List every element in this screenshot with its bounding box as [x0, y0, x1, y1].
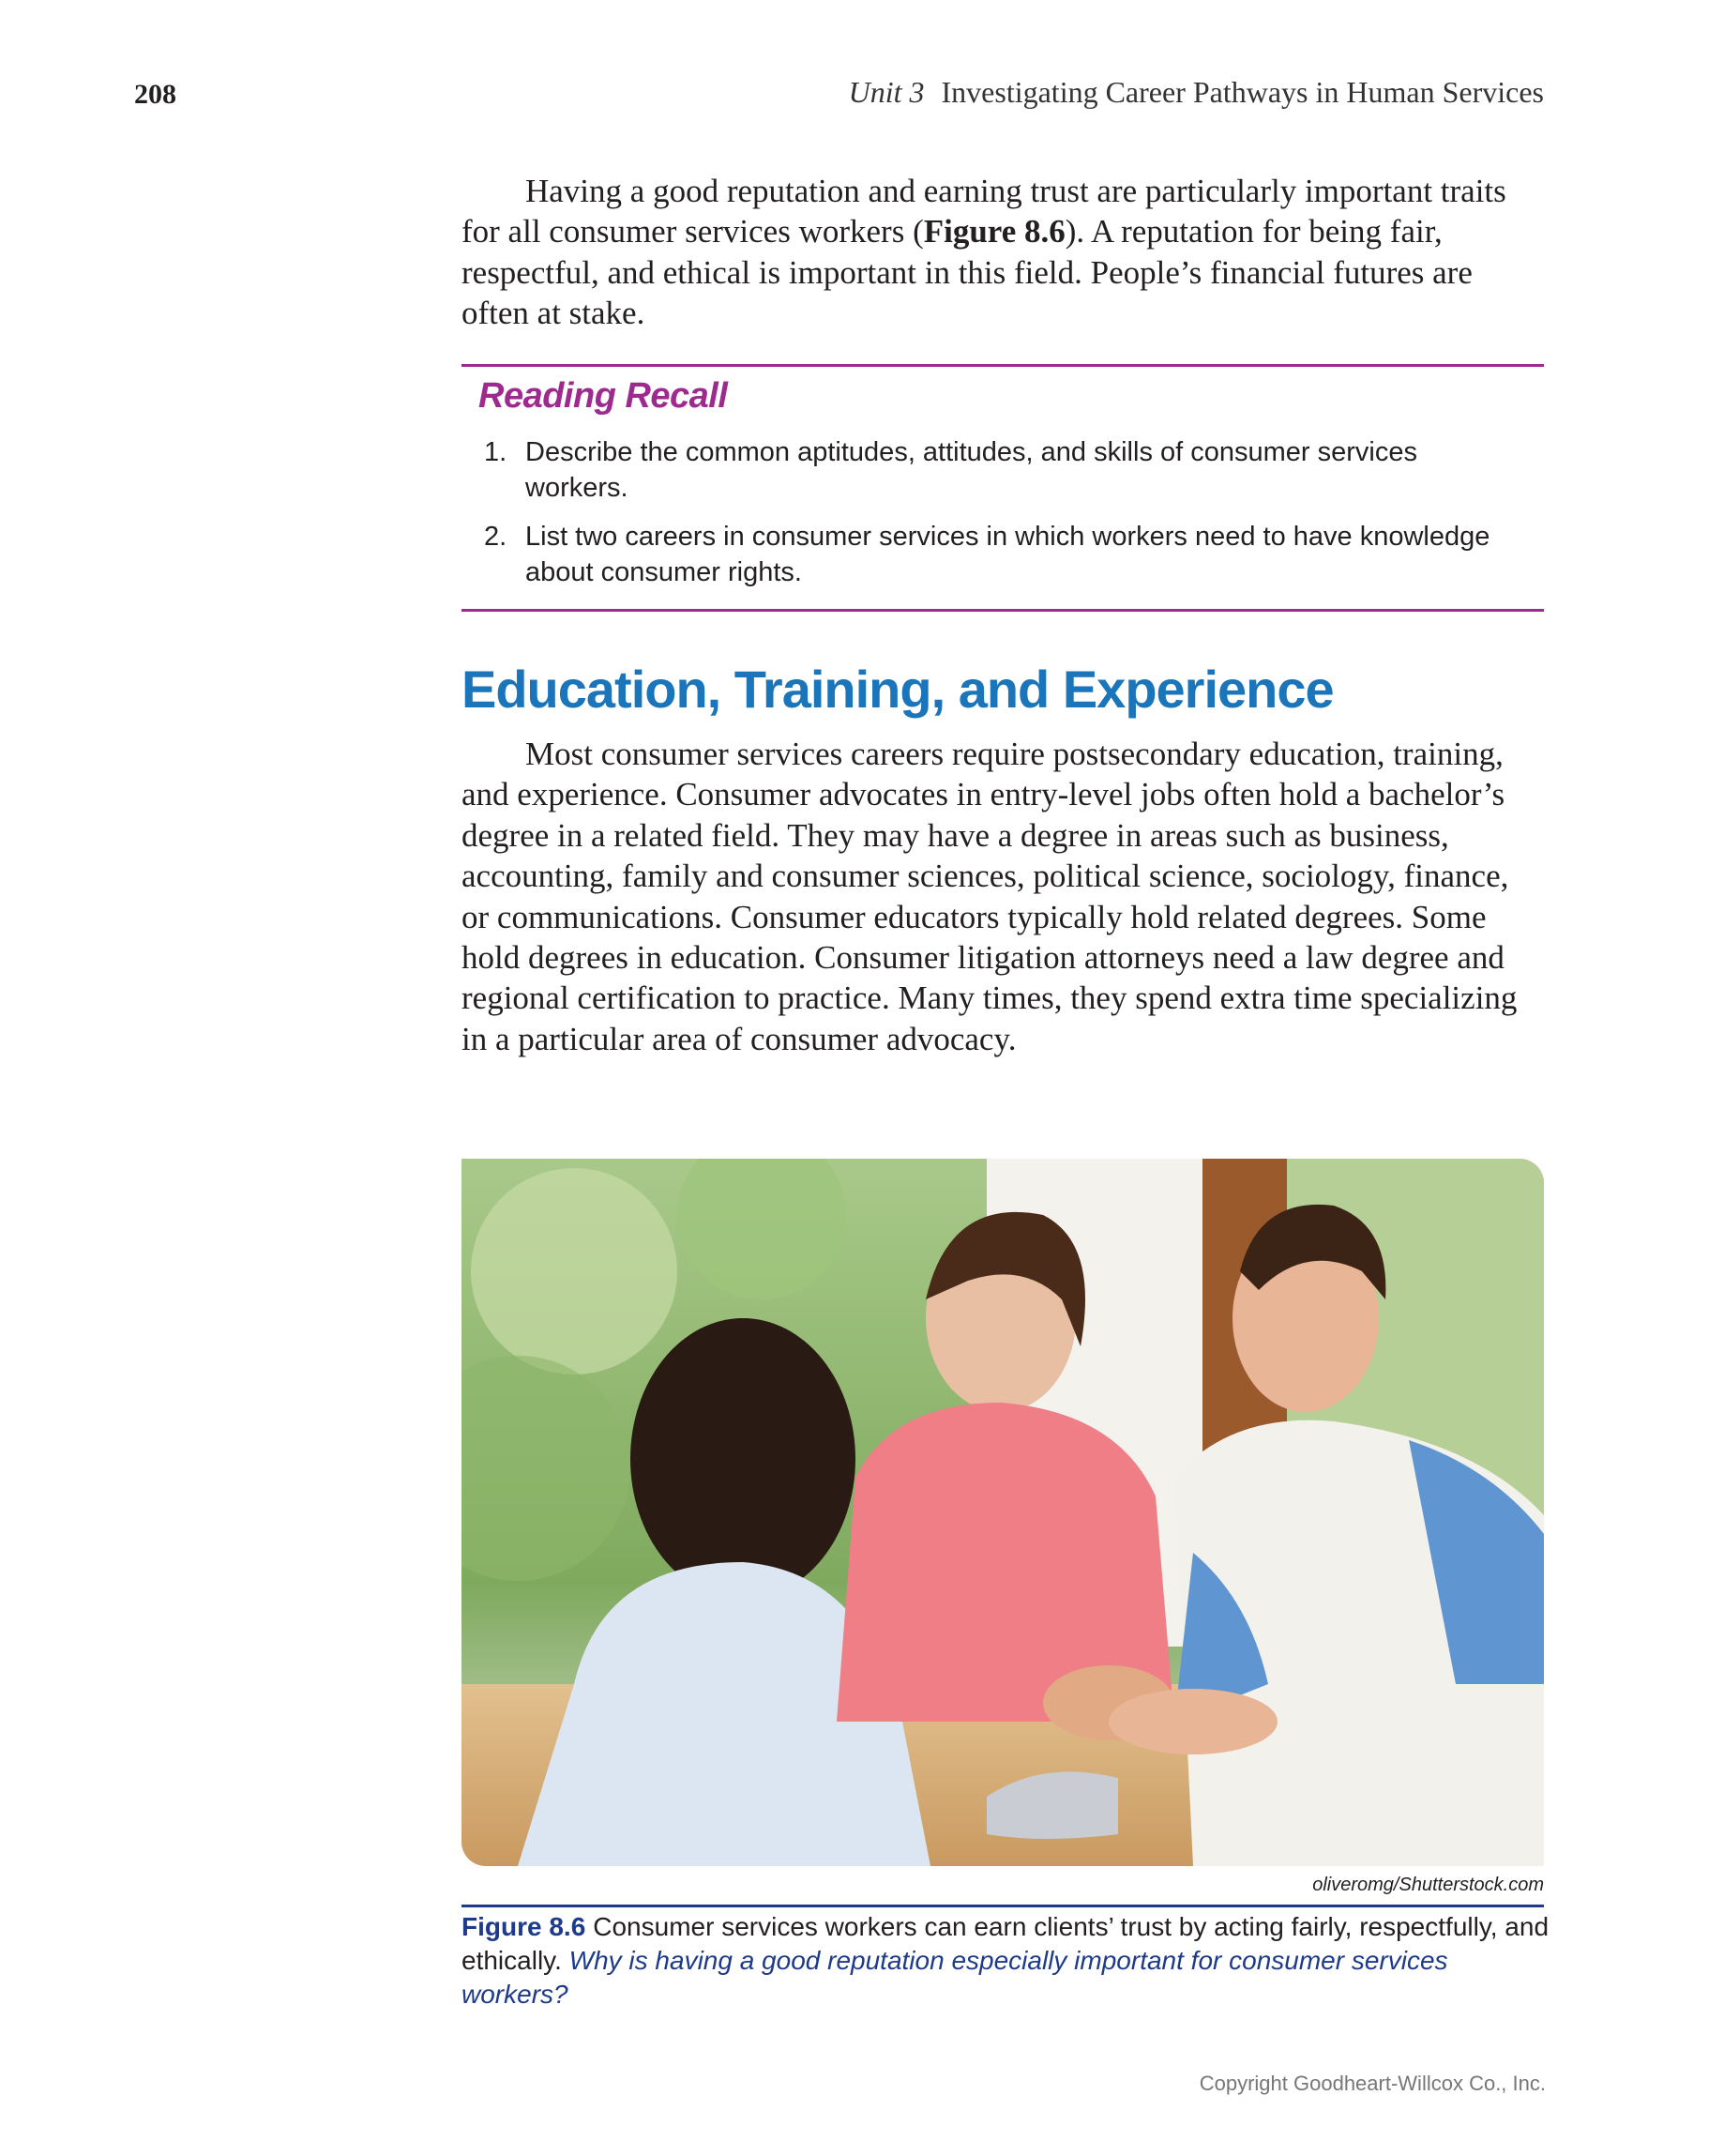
figure-reference[interactable]: Figure 8.6 — [923, 213, 1066, 251]
reading-recall-box — [461, 364, 1544, 612]
intro-paragraph — [461, 171, 1544, 334]
intro-text-before: Having a good reputation and earning trust are particularly important traits for all consumer services workers ( — [461, 173, 1506, 251]
figure-question: Why is having a good reputation especially important for consumer services workers? — [461, 1946, 1448, 2009]
running-head — [849, 75, 1544, 110]
list-item — [484, 519, 1525, 590]
education-paragraph: Most consumer services careers require postsecondary education, training, and experience. Consumer advocates in entry-level jobs often hold a bachelor’s degree in a related field. They may have a degree in areas such as business, accounting, family and consumer sciences, political science, sociology, finance, or communications. Consumer educators typically hold related degrees. Some hold degrees in education. Consumer litigation attorneys need a law degree and regional certification to practice. Many times, they spend extra time specializing in a particular area of consumer advocacy. — [461, 736, 1518, 1057]
unit-label: Unit 3 — [848, 75, 925, 109]
figure-photo — [461, 1159, 1544, 1866]
section-heading: Education, Training, and Experience — [461, 660, 1334, 719]
caption-divider — [461, 1905, 1544, 1907]
copyright-notice: Copyright Goodheart-Willcox Co., Inc. — [1199, 2072, 1546, 2095]
figure-label: Figure 8.6 — [461, 1912, 586, 1941]
figure-caption — [461, 1910, 1550, 2012]
consultation-photo-illustration — [461, 1159, 1544, 1866]
photo-credit: oliveromg/Shutterstock.com — [1312, 1875, 1544, 1895]
list-item-number: 2. — [484, 522, 507, 552]
list-item — [484, 434, 1525, 506]
figure-caption-text: Consumer services workers can earn clients’ trust by acting fairly, respectfully, and ethically. — [461, 1912, 1550, 1975]
unit-title: Investigating Career Pathways in Human Services — [941, 75, 1544, 109]
reading-recall-list — [484, 434, 1525, 603]
list-item-text: List two careers in consumer services in which workers need to have knowledge about consumer rights. — [525, 522, 1490, 587]
intro-text-after: ). A reputation for being fair, respectful, and ethical is important in this field. People’s financial futures are often at stake. — [461, 213, 1473, 332]
reading-recall-title: Reading Recall — [478, 376, 728, 416]
page-number: 208 — [134, 79, 176, 110]
list-item-text: Describe the common aptitudes, attitudes, and skills of consumer services workers. — [525, 437, 1417, 503]
list-item-number: 1. — [484, 437, 507, 467]
